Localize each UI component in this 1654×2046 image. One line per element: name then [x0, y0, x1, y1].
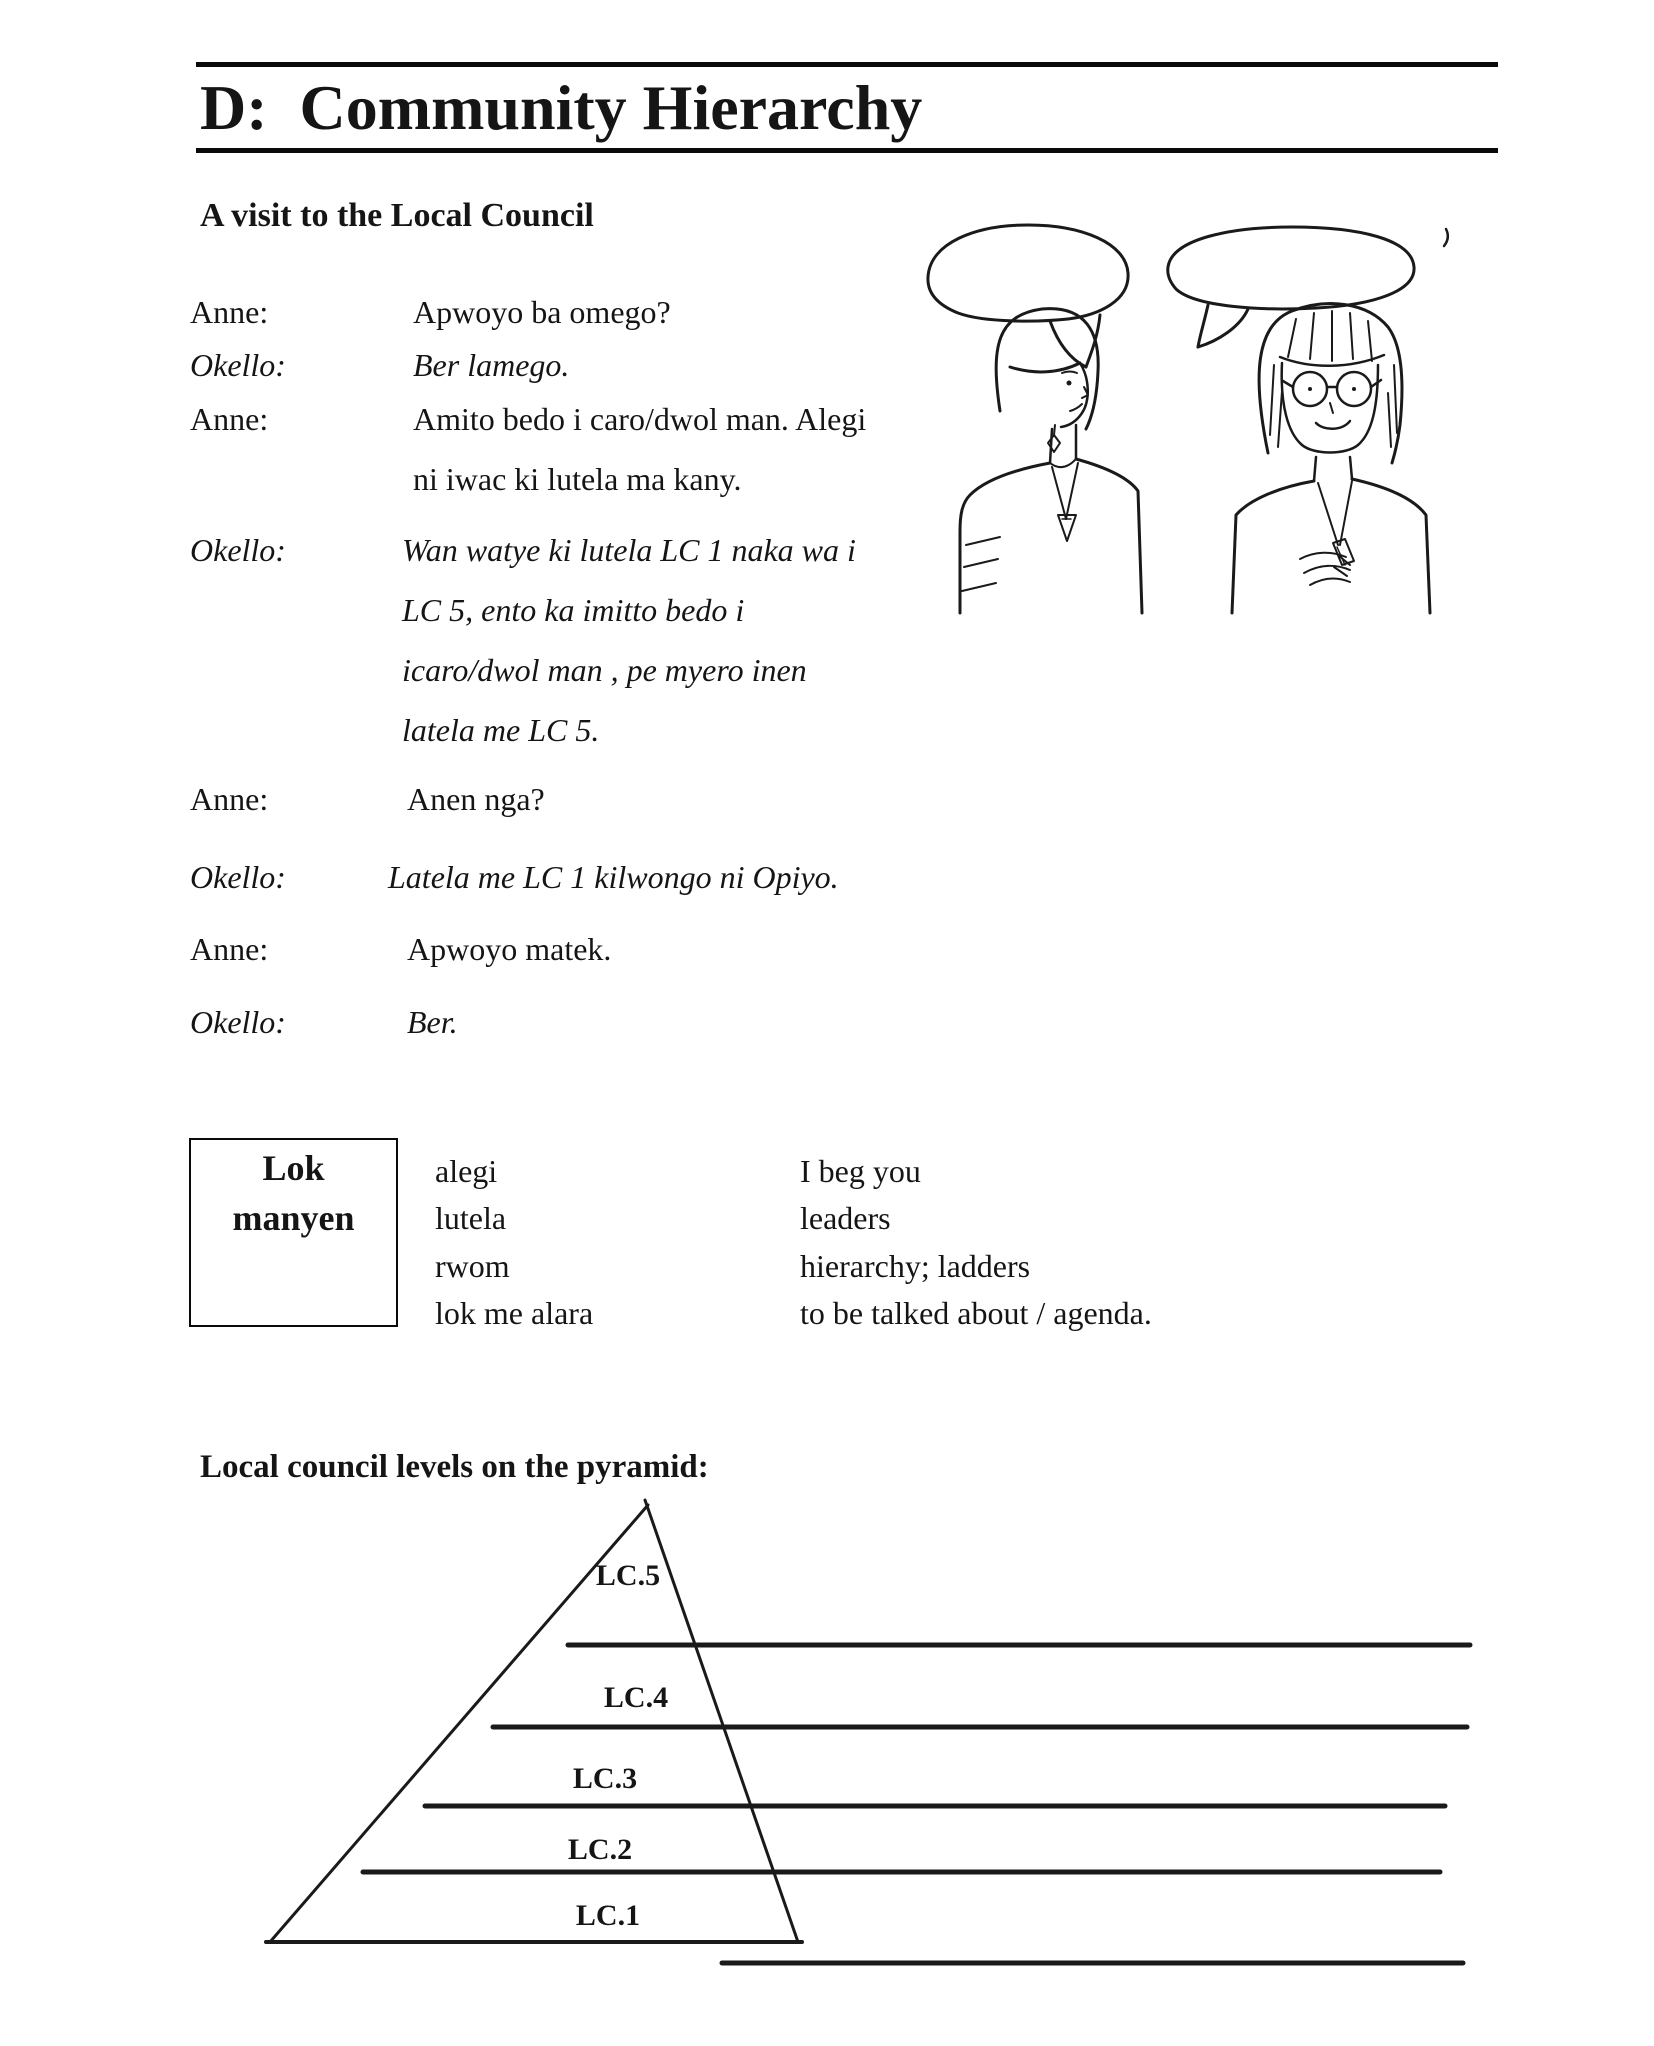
speech-text: Ber. — [407, 1004, 458, 1040]
answer-lines — [363, 1645, 1470, 1963]
vocab-term: lutela — [435, 1200, 507, 1236]
speaker-label: Anne: — [190, 781, 269, 817]
speech-text: icaro/dwol man , pe myero inen — [402, 652, 807, 688]
section-heading: A visit to the Local Council — [200, 197, 594, 234]
speech-text: LC 5, ento ka imitto bedo i — [402, 592, 745, 628]
speaker-label: Okello: — [190, 532, 286, 568]
pyramid-level-label: LC.1 — [575, 1899, 641, 1932]
speaker-label: Anne: — [190, 401, 269, 437]
speaker-label: Anne: — [190, 931, 269, 967]
pyramid-heading: Local council levels on the pyramid: — [200, 1449, 709, 1485]
speech-text: Apwoyo matek. — [407, 931, 612, 967]
speech-text: Ber lamego. — [413, 347, 570, 383]
speech-text: Wan watye ki lutela LC 1 naka wa i — [402, 532, 856, 568]
page-title: D: Community Hierarchy — [200, 72, 923, 143]
speech-text: Latela me LC 1 kilwongo ni Opiyo. — [388, 859, 839, 895]
pyramid-level-label: LC.2 — [567, 1833, 633, 1866]
speaker-label: Okello: — [190, 347, 286, 383]
speech-text: Amito bedo i caro/dwol man. Alegi — [413, 401, 867, 437]
vocab-term: alegi — [435, 1153, 498, 1189]
speech-text: Apwoyo ba omego? — [413, 294, 671, 330]
speaker-label: Anne: — [190, 294, 269, 330]
pyramid-level-label: LC.4 — [603, 1681, 669, 1714]
speech-text: Anen nga? — [407, 781, 545, 817]
pyramid-level-label: LC.5 — [595, 1559, 661, 1592]
vocab-definition: to be talked about / agenda. — [800, 1295, 1152, 1331]
vocab-definition: hierarchy; ladders — [800, 1248, 1031, 1284]
pyramid-triangle — [266, 1500, 802, 1942]
vocab-term: lok me alara — [435, 1295, 594, 1331]
speech-text: latela me LC 5. — [402, 712, 600, 748]
speech-text: ni iwac ki lutela ma kany. — [413, 461, 742, 497]
vocab-definition: I beg you — [800, 1153, 921, 1189]
vocab-definition: leaders — [800, 1200, 891, 1236]
speaker-label: Okello: — [190, 859, 286, 895]
vocab-box-title-line2: manyen — [232, 1198, 355, 1238]
vocab-term: rwom — [435, 1248, 510, 1284]
speaker-label: Okello: — [190, 1004, 286, 1040]
pyramid-level-label: LC.3 — [572, 1762, 638, 1795]
vocab-box-title-line1: Lok — [262, 1148, 325, 1188]
